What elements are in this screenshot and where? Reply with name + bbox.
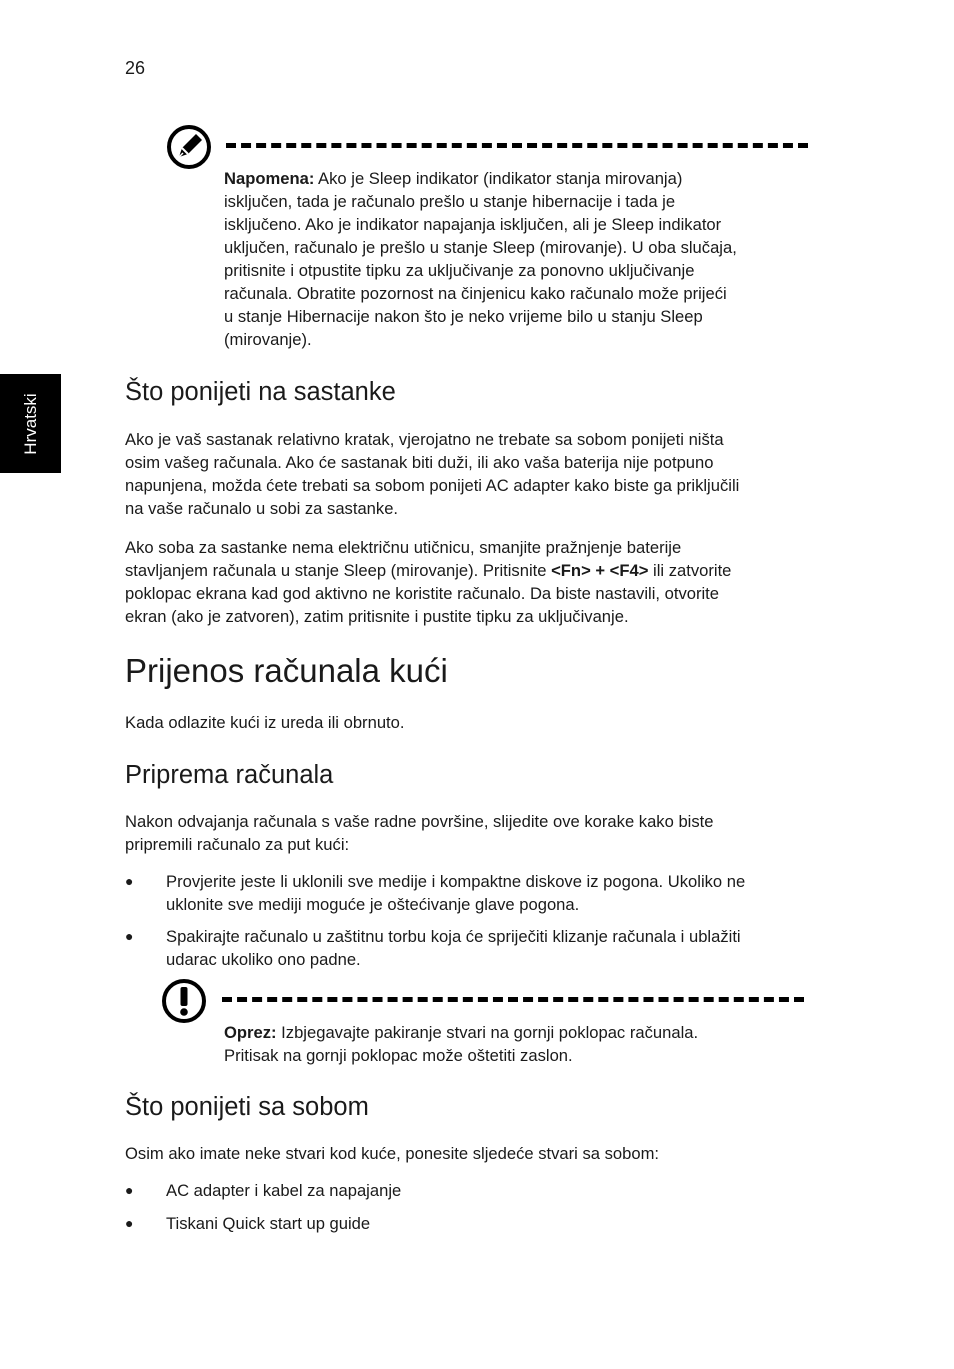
- note-pen-icon: [166, 124, 212, 170]
- note-label: Napomena:: [224, 169, 315, 188]
- caution-exclamation-icon: [161, 978, 207, 1024]
- bring-intro: Osim ako imate neke stvari kod kuće, ponesite sljedeće stvari sa sobom:: [125, 1144, 660, 1163]
- bullet-icon: ●: [125, 928, 134, 944]
- bullet-icon: ●: [125, 873, 134, 889]
- bullet-icon: ●: [125, 1215, 134, 1231]
- heading-bring: Što ponijeti sa sobom: [125, 1093, 369, 1121]
- bullet-icon: ●: [125, 1182, 134, 1198]
- note-divider: [226, 143, 808, 148]
- key-combo: <Fn> + <F4>: [551, 561, 649, 580]
- language-side-tab: [0, 374, 61, 473]
- side-tab-label: Hrvatski: [20, 392, 40, 455]
- heading-prepare: Priprema računala: [125, 761, 334, 789]
- take-home-intro: Kada odlazite kući iz ureda ili obrnuto.: [125, 713, 405, 732]
- caution-divider: [222, 997, 804, 1002]
- heading-take-home: Prijenos računala kući: [125, 652, 448, 689]
- caution-label: Oprez:: [224, 1023, 277, 1042]
- heading-meetings: Što ponijeti na sastanke: [125, 378, 396, 406]
- page-number: 26: [125, 58, 146, 78]
